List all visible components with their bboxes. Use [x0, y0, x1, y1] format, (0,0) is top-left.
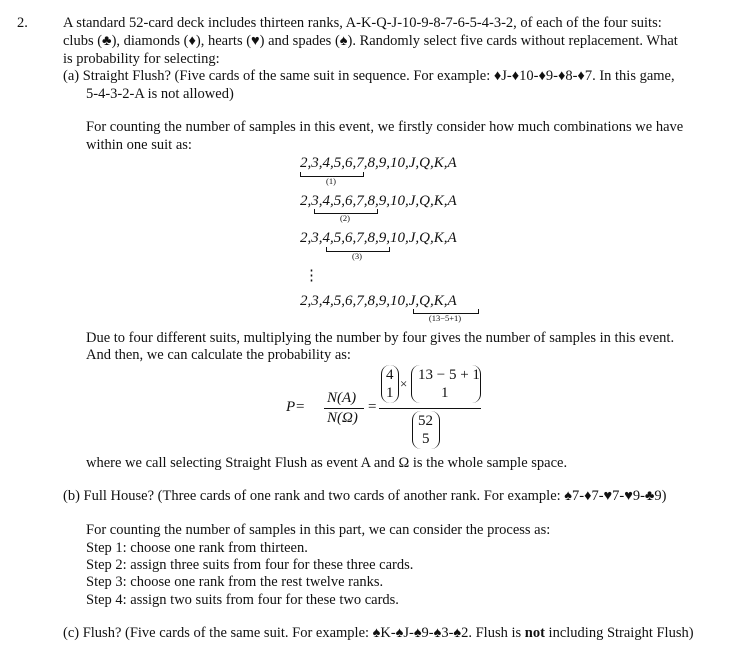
intro-line-2: clubs (♣), diamonds (♦), hearts (♥) and spades (♠). Randomly select five cards without replacement. What — [63, 33, 678, 49]
brace-label-4: (13−5+1) — [428, 313, 462, 323]
part-a-heading-line-1: (a) Straight Flush? (Five cards of the same suit in sequence. For example: ♦J-♦10-♦9-♦8-♦7. In this game, — [63, 68, 675, 84]
part-a-suit-line-2: And then, we can calculate the probability as: — [86, 347, 351, 363]
binom-52-5-top: 52 — [418, 413, 433, 429]
formula-equals-2: = — [368, 399, 377, 415]
part-c-heading-before: (c) Flush? (Five cards of the same suit. For example: ♠K-♠J-♠9-♠3-♠2. Flush is — [63, 625, 525, 641]
formula-fraction-line-2 — [379, 408, 481, 409]
part-c-heading — [63, 625, 694, 642]
binom-4-1-top: 4 — [386, 367, 394, 383]
part-b-step-1: Step 1: choose one rank from thirteen. — [86, 540, 308, 556]
part-b-step-4: Step 4: assign two suits from four for these two cards. — [86, 592, 399, 608]
formula-equals-1: = — [296, 399, 305, 415]
formula-p: P — [286, 399, 296, 415]
part-a-counting-line-1: For counting the number of samples in this event, we firstly consider how much combinations we have — [86, 119, 684, 135]
binom-9-1-bottom: 1 — [441, 385, 449, 401]
vertical-ellipsis: ⋮ — [304, 268, 319, 284]
part-b-step-3: Step 3: choose one rank from the rest twelve ranks. — [86, 574, 384, 590]
binom-52-5-bottom: 5 — [422, 431, 430, 447]
brace-label-3: (3) — [352, 251, 362, 261]
part-a-suit-line-1: Due to four different suits, multiplying the number by four gives the number of samples in this event. — [86, 330, 675, 346]
part-b-intro: For counting the number of samples in this part, we can consider the process as: — [86, 522, 551, 538]
intro-line-3: is probability for selecting: — [63, 51, 220, 67]
brace-label-1: (1) — [326, 176, 336, 186]
part-a-where-line: where we call selecting Straight Flush as event A and Ω is the whole sample space. — [86, 455, 568, 471]
binom-9-1-top: 13 − 5 + 1 — [418, 367, 480, 383]
formula-numerator: N(A) — [327, 390, 357, 406]
part-a-counting-line-2: within one suit as: — [86, 137, 192, 153]
part-a-heading-line-2: 5-4-3-2-A is not allowed) — [86, 86, 234, 102]
rank-sequence-1: 2,3,4,5,6,7,8,9,10,J,Q,K,A — [300, 155, 457, 171]
part-c-heading-after: including Straight Flush) — [544, 625, 694, 641]
rank-sequence-4: 2,3,4,5,6,7,8,9,10,J,Q,K,A — [300, 293, 457, 309]
problem-number: 2. — [17, 15, 28, 31]
rank-sequence-2: 2,3,4,5,6,7,8,9,10,J,Q,K,A — [300, 193, 457, 209]
formula-fraction-line-1 — [324, 408, 364, 409]
formula-times: × — [400, 376, 408, 391]
part-c-heading-bold: not — [524, 625, 545, 641]
part-b-heading: (b) Full House? (Three cards of one rank and two cards of another rank. For example: ♠7-♦7-♥7-♥9-♣9) — [63, 488, 667, 504]
rank-sequence-3: 2,3,4,5,6,7,8,9,10,J,Q,K,A — [300, 230, 457, 246]
intro-line-1: A standard 52-card deck includes thirteen ranks, A-K-Q-J-10-9-8-7-6-5-4-3-2, of each of the four suits: — [63, 15, 662, 31]
formula-denominator: N(Ω) — [327, 410, 358, 426]
brace-label-2: (2) — [340, 213, 350, 223]
binom-4-1-bottom: 1 — [386, 385, 394, 401]
part-b-step-2: Step 2: assign three suits from four for these three cards. — [86, 557, 414, 573]
